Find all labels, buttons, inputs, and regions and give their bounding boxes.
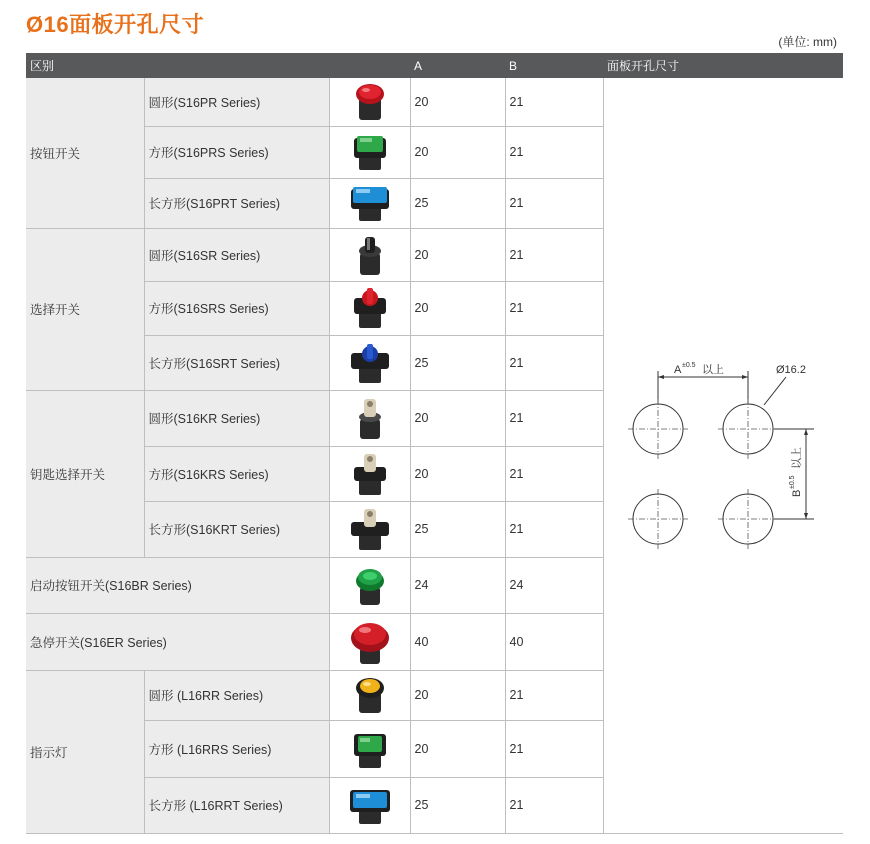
value-a: 20	[410, 390, 505, 446]
row-label: 圆形(S16PR Series)	[144, 78, 329, 126]
value-a: 20	[410, 446, 505, 501]
value-a: 25	[410, 501, 505, 557]
group-label: 急停开关(S16ER Series)	[26, 613, 329, 670]
value-b: 21	[505, 670, 603, 720]
value-a: 40	[410, 613, 505, 670]
value-b: 21	[505, 390, 603, 446]
red-emergency-stop-icon	[348, 618, 392, 666]
green-start-button-icon	[352, 563, 388, 607]
row-label: 长方形(S16PRT Series)	[144, 178, 329, 228]
page-title: Ø16面板开孔尺寸	[26, 12, 205, 37]
value-b: 21	[505, 720, 603, 777]
value-a: 25	[410, 178, 505, 228]
table-header-row	[26, 53, 843, 78]
row-label: 长方形(S16SRT Series)	[144, 335, 329, 390]
value-b: 21	[505, 126, 603, 178]
value-a: 25	[410, 335, 505, 390]
blue-rectangular-selector-icon	[348, 341, 392, 385]
table-row	[26, 78, 843, 126]
diameter-leader	[764, 377, 786, 405]
group-label: 指示灯	[26, 670, 144, 833]
red-square-selector-icon	[350, 286, 390, 330]
group-label: 按钮开关	[26, 78, 144, 228]
a-suffix: 以上	[701, 364, 724, 377]
header-a: A	[410, 53, 505, 78]
row-label: 圆形(S16KR Series)	[144, 390, 329, 446]
value-a: 25	[410, 777, 505, 833]
cutout-diagram-cell	[603, 78, 843, 833]
row-label: 圆形 (L16RR Series)	[144, 670, 329, 720]
header-category: 区别	[26, 53, 410, 78]
group-label: 钥匙选择开关	[26, 390, 144, 557]
a-dimension-label: A	[673, 364, 681, 377]
value-b: 21	[505, 777, 603, 833]
value-a: 20	[410, 281, 505, 335]
value-b: 21	[505, 281, 603, 335]
value-b: 21	[505, 228, 603, 281]
unit-label: (单位: mm)	[778, 35, 837, 49]
b-tolerance: ±0.5	[788, 475, 796, 490]
group-label: 选择开关	[26, 228, 144, 390]
row-label: 方形 (L16RRS Series)	[144, 720, 329, 777]
b-dimension-label: B	[790, 489, 803, 498]
panel-cutout-diagram	[604, 345, 844, 565]
value-b: 21	[505, 78, 603, 126]
value-a: 20	[410, 78, 505, 126]
row-label: 方形(S16PRS Series)	[144, 126, 329, 178]
value-a: 20	[410, 228, 505, 281]
value-b: 24	[505, 557, 603, 613]
a-tolerance: ±0.5	[681, 362, 696, 370]
group-label: 启动按钮开关(S16BR Series)	[26, 557, 329, 613]
value-a: 24	[410, 557, 505, 613]
row-label: 方形(S16SRS Series)	[144, 281, 329, 335]
row-label: 长方形 (L16RRT Series)	[144, 777, 329, 833]
yellow-round-indicator-icon	[352, 675, 388, 715]
value-a: 20	[410, 670, 505, 720]
square-key-selector-icon	[350, 451, 390, 497]
header-cutout: 面板开孔尺寸	[603, 53, 843, 78]
red-round-pushbutton-icon	[352, 82, 388, 122]
value-b: 21	[505, 446, 603, 501]
value-b: 21	[505, 178, 603, 228]
value-b: 21	[505, 501, 603, 557]
rectangular-key-selector-icon	[348, 506, 392, 552]
blue-rectangular-indicator-icon	[347, 784, 393, 826]
row-label: 圆形(S16SR Series)	[144, 228, 329, 281]
b-suffix: 以上	[790, 447, 803, 470]
panel-cutout-table	[26, 53, 843, 834]
header-b: B	[505, 53, 603, 78]
value-a: 20	[410, 126, 505, 178]
green-square-pushbutton-icon	[350, 132, 390, 172]
diameter-label: Ø16.2	[775, 364, 806, 377]
value-a: 20	[410, 720, 505, 777]
row-label: 长方形(S16KRT Series)	[144, 501, 329, 557]
green-square-indicator-icon	[350, 728, 390, 770]
blue-rectangular-pushbutton-icon	[348, 183, 392, 223]
value-b: 40	[505, 613, 603, 670]
round-key-selector-icon	[352, 395, 388, 441]
black-round-selector-icon	[352, 233, 388, 277]
value-b: 21	[505, 335, 603, 390]
row-label: 方形(S16KRS Series)	[144, 446, 329, 501]
